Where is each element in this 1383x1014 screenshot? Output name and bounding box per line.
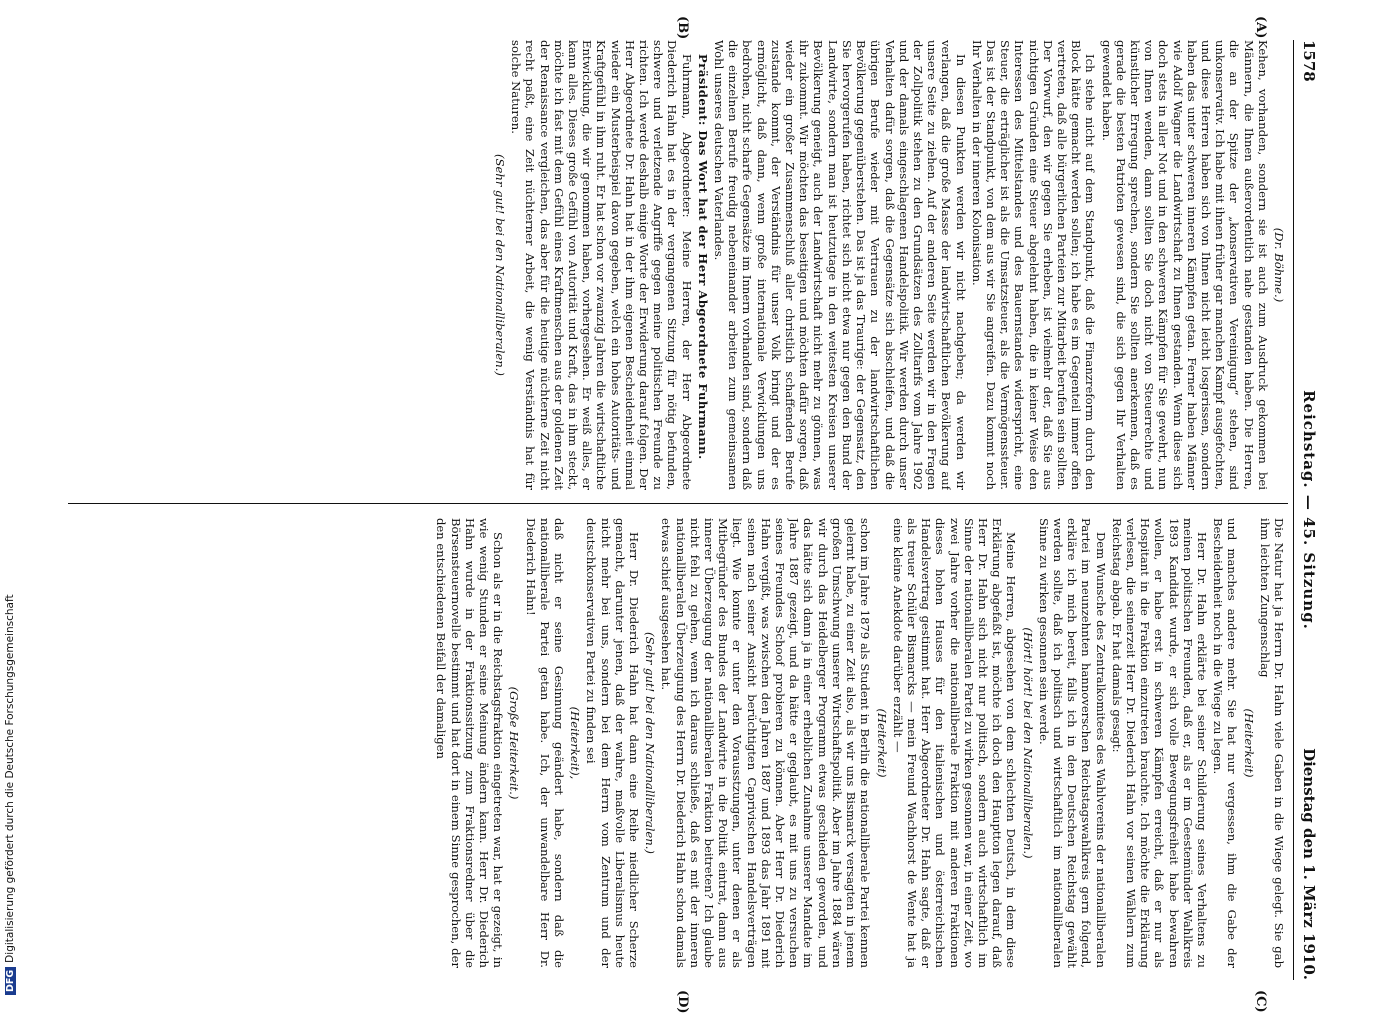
margin-marker-d: (D) [675,990,690,1014]
column-divider [68,503,1288,504]
paragraph: Herr Dr. Hahn erklärte bei seiner Schilderung seines Verhaltens zu meinen politischen Freunden, daß er, als er im Geestemünder Wahlkreis 1893 Kandidat wurde, er sich volle Bewegungsfreiheit habe bewahren wollen, er habe erst in schweren Kämpfen erreicht, daß er nur als Hospitant in die Fraktion einzutreten brauchte. Ich möchte die Erklärung verlesen, die seinerzeit Herr Dr. Diederich Hahn vor seinen Wählern zum Reichstag abgab. Er hat damals gesagt: [1109,518,1209,968]
margin-marker-b: (B) [675,16,690,40]
paragraph: Die Natur hat ja Herrn Dr. Hahn viele Gaben in die Wiege gelegt. Sie gab ihm leichten Zungenschlag [1257,518,1286,968]
paragraph: und manches andere mehr. Sie hat nur vergessen, ihm die Gabe der Bescheidenheit noch in die Wiege zu legen. [1211,518,1240,968]
interjection: (Hört! hört! bei den Nationalliberalen.) [1020,627,1035,859]
speaker-reference: (Dr. Böhme.) [1272,227,1286,303]
paragraph: Ich stehe nicht auf dem Standpunkt, daß die Finanzreform durch den Block hätte gemacht werden sollen; ich habe es im Gegenteil immer offen vertreten, daß alle bürgerlichen Parteien zur Mitarbeit berufen sein sollten. Der Vorwurf, den wir gegen Sie erheben, ist vielmehr der, daß Sie aus nichtigen Gründen eine Steuer abgelehnt haben, die in keiner Weise den Interessen des Mittelstandes und des Bauernstandes widerspricht, eine Steuer, die erträglicher ist als die Umsatzsteuer, als die Vermögenssteuer. Das ist der Standpunkt, von dem aus wir Sie angreifen. Dazu kommt noch Ihr Verhalten in der inneren Kolonisation. [969,40,1098,490]
paragraph: Schon als er in die Reichstagsfraktion eingetreten war, hat er gezeigt, in wie wenig Stunden er seine Meinung ändern kann. Herr Dr. Diederich Hahn wurde in der Fraktionssitzung zum Fraktionsredner über die Börsensteuernovelle bestimmt und hat dort in einem Sinne gesprochen, der den entschiedenen Beifall der damaligen [434,518,506,968]
interjection: (Heiterkeit) [1241,708,1256,778]
interjection: (Sehr gut! bei den Nationalliberalen.) [643,632,658,854]
digitization-credit [4,594,20,995]
paragraph: Herr Dr. Diederich Hahn hat dann eine Reihe niedlicher Scherze gemacht, darunter jenen, daß der wahre, maßvolle Liberalismus heute nicht mehr bei uns, sondern bei dem Herrn vom Zentrum und der deutschkonservativen Partei zu finden sei [584,518,642,968]
margin-marker-a: (A) [1253,16,1268,39]
interjection: (Heiterkeit), [568,706,583,780]
paragraph: Meine Herren, abgesehen von dem schlechten Deutsch, in dem diese Erklärung abgefaßt ist, möchte ich doch den Hauptton legen darauf, daß Herr Dr. Hahn sich nicht nur politisch, sondern auch wirtschaftlich im Sinne der nationalliberalen Partei zu wirken gesonnen war, in einer Zeit, wo zwei Jahre vorher die nationalliberale Fraktion mit anderen Fraktionen dieses hohen Hauses für den italienischen und österreichischen Handelsvertrag gestimmt hat. Herr Abgeordneter Dr. Hahn sagte, daß er als treuer Schüler Bismarcks — mein Freund Wachhorst de Wente hat ja eine kleine Anekdote darüber erzählt — [890,518,1019,968]
paragraph: daß nicht er seine Gesinnung geändert habe, sondern daß die nationalliberale Partei getan habe. Ich, der unwandelbare Herr Dr. Diederich Hahn! [523,518,567,968]
paragraph: In diesen Punkten werden wir nicht nachgeben; da werden wir verlangen, daß die große Masse der landwirtschaftlichen Bevölkerung auf unsere Seite zu ziehen. Auf der anderen Seite werden wir in den Fragen der Zollpolitik stehen zu den Grundsätzen des Zolltarifs vom Jahre 1902 und der damals eingeschlagenen Handelspolitik. Wir werden durch unser Verhalten dafür sorgen, daß die Gegensätze sich abschleifen, und daß die übrigen Berufe wieder mit Vertrauen zu der landwirtschaftlichen Bevölkerung gegenüberstehen. Das ist ja das Traurige: der Gegensatz, den Sie hervorgerufen haben, richtet sich nicht etwa nur gegen den Bund der Landwirte, sondern man ist heutzutage in den weitesten Kreisen unserer Bevölkerung geneigt, auch der Landwirtschaft nicht mehr zu gönnen, was ihr zukommt. Wir möchten das beseitigen und möchten dafür sorgen, daß wieder ein großer Zusammenschluß aller christlich schaffenden Berufe zustande kommt, der Verständnis für unser Volk bringt und der es ermöglicht, daß dann, wenn große internationale Verwicklungen uns bedrohen, nicht scharfe Gegensätze im Innern vorhanden sind, sondern daß die einzelnen Berufe freudig nebeneinander arbeiten zum gemeinsamen Wohl unseres deutschen Vaterlandes. [712,40,968,490]
paragraph: schon im Jahre 1879 als Student in Berlin die nationalliberale Partei kennen gelernt habe, zu einer Zeit also, als wir uns Bismarck versagten in jenem großen Umschwung unserer Wirtschaftspolitik. Aber im Jahre 1884 wären wir durch das Heidelberger Programm etwas geschieden geworden, und das hätte sich dann ja in einer erheblichen Zunahme unserer Mandate im Jahre 1887 gezeigt, und da hätte er geglaubt, es mit uns zu versuchen seines Freundes Schoof probieren zu können. Aber Herr Dr. Diederich Hahn vergißt, was zwischen den Jahren 1887 und 1893 das Jahr 1891 mit seinen nach seiner Ansicht berüchtigten Caprivischen Handelsverträgen liegt. Wie konnte er unter den Vorausstzungen, unter denen er als Mitbegründer des Bundes der Landwirte in die Politik eintrat, dann aus innerer Überzeugung der nationalliberalen Fraktion beitreten? Ich glaube nicht fehl zu gehen, wenn ich daraus schließe, daß es mit der inneren nationalliberalen Überzeugung des Herrn Dr. Diederich Hahn schon damals etwas schief ausgesehen hat. [659,518,873,968]
paragraph: Kehen, vorhanden, sondern sie ist auch zum Ausdruck gekommen bei Männern, die Ihnen außerordentlich nahe gestanden haben. Die Herren, die an der Spitze der „konservativen Vereinigung“ stehen, sind unkonservativ. Ich habe mit ihnen früher gar manchen Kampf ausgefochten, und diese Herren haben sich von Ihnen nicht leicht losgerissen, sondern haben das unter schweren inneren Kämpfen getan. Ferner haben Männer wie Adolf Wagner die Landwirtschaft zu Ihnen gestanden. Wenn diese sich doch stets in aller Not und in den schweren Kämpfen für Sie gewehrt, nun von Ihnen wenden, dann sollten Sie doch nicht von Steuerrechte und künstlicher Erregung sprechen, sondern Sie sollten anerkennen, daß es gerade die besten Patrioten gewesen sind, die sich gegen Ihr Verhalten gewendet haben. [1099,40,1270,490]
interjection: (Große Heiterkeit.) [507,686,522,800]
page-number: 1578 [1300,40,1318,82]
margin-marker-c: (C) [1253,990,1268,1013]
right-column [76,518,1286,968]
left-column [76,40,1286,490]
document-page [60,16,1320,1014]
dfg-logo: DFG [5,967,16,995]
credit-text: Digitalisierung gefördert durch die Deutsche Forschungsgemeinschaft [4,594,16,963]
page-title: Reichstag. — 45. Sitzung. [1300,390,1318,630]
interjection: (Sehr gut! bei den Nationalliberalen.) [493,154,508,376]
session-date: Dienstag den 1. März 1910. [1300,748,1318,980]
interjection: (Heiterkeit) [874,708,889,778]
president-statement: Präsident: Das Wort hat der Herr Abgeordnete Fuhrmann. [695,54,710,460]
paragraph: Fuhrmann, Abgeordneter: Meine Herren, der Herr Abgeordnete Diederich Hahn hat es in der vergangenen Sitzung für nötig befunden, schwere und verletzende Angriffe gegen meine politischen Freunde zu richten. Ich werde deshalb einige Worte der Erwiderung darauf folgen. Der Herr Abgeordnete Dr. Hahn hat in der ihm eigenen Bescheidenheit einmal wieder ein Musterbeispiel davon gegeben, welch ein hohes Autoritäts- und Kraftgefühl in ihm ruht. Er hat schon vor zwanzig Jahren die wirtschaftliche Entwicklung, die wir genommen haben, vorhergesehen. Er weiß alles, er kann alles. Dieses große Gefühl von Autorität und Kraft, das in ihm steckt, möchte ich fast mit dem Gefühl eines Kraftmenschen aus der goldenen Zeit der Renaissance vergleichen, das aber für die heutige nüchterne Zeit nicht recht paßt, eine Zeit nüchterner Arbeit, die wenig Verständnis hat für solche Naturen. [509,40,694,490]
quoted-declaration: Dem Wunsche des Zentralkomitees des Wahlvereins der nationalliberalen Partei im neunzehnten hannoverschen Reichstagswahlkreis gern folgend, erkläre ich mich bereit, falls ich in den Deutschen Reichstag gewählt werden sollte, daß ich politisch und wirtschaftlich im nationalliberalen Sinne zu wirken gesonnen sein werde. [1036,518,1108,968]
page-header [1293,40,1320,980]
